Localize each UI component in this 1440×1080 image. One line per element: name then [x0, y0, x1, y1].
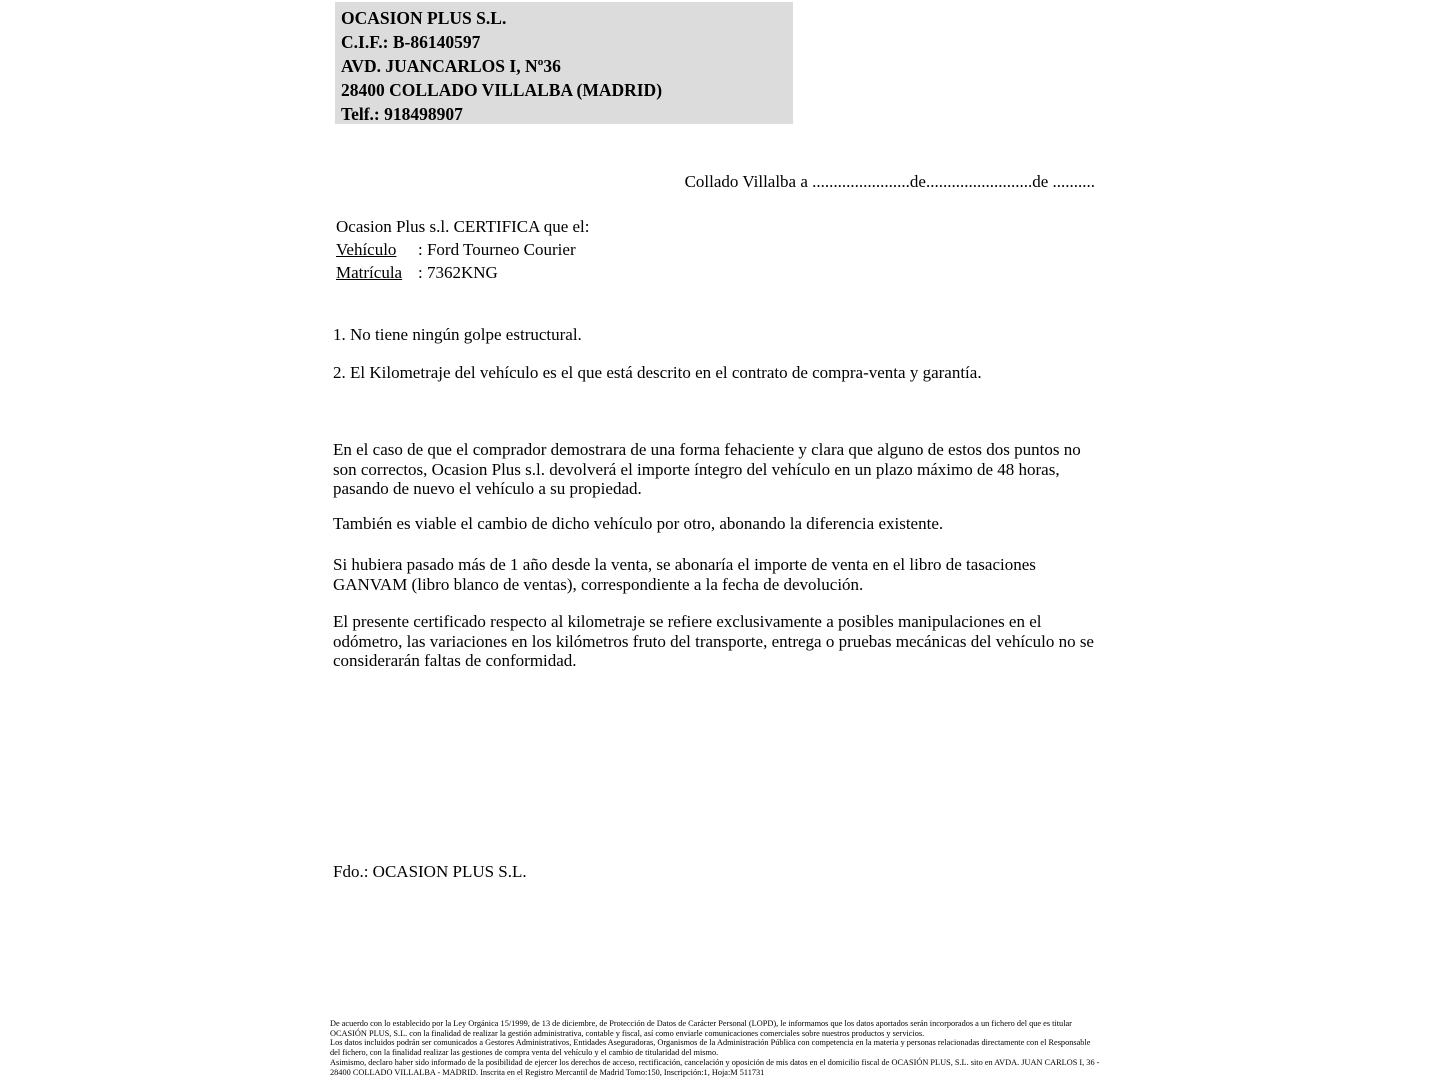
vehicle-label: Vehículo: [336, 240, 397, 259]
legal-paragraph-rights: Asimismo, declaro haber sido informado de la posibilidad de ejercer los derechos de acceso, rectificación, cancelación y oposición de mis datos en el domicilio fiscal de OCASIÓN PLUS, S.L. sito en AVDA. JUAN CARLOS I, 36 - 28400 COLLADO VILLALBA - MADRID. Inscrita en el Registro Mercantil de Madrid Tomo:150, Inscripción:1, Hoja:M 511731: [330, 1057, 1100, 1077]
legal-paragraph-data-sharing: Los datos incluidos podrán ser comunicados a Gestores Administrativos, Entidades Aseguradoras, Organismos de la Administración Pública con competencia en la materia y personas relacionadas directamente con el Responsable del fichero, con la finalidad realizar las gestiones de compra venta del vehículo y el cambio de titularidad del mismo.: [330, 1038, 1091, 1058]
company-name: OCASION PLUS S.L.: [341, 8, 507, 28]
date-line: Collado Villalba a .......................de.........................de ..........: [684, 172, 1095, 191]
certificate-block: [336, 215, 590, 284]
company-cif: C.I.F.: B-86140597: [341, 32, 481, 52]
plate-row: [336, 261, 590, 284]
company-phone: Telf.: 918498907: [341, 104, 463, 124]
vehicle-value: : Ford Tourneo Courier: [418, 240, 576, 259]
certificate-intro: Ocasion Plus s.l. CERTIFICA que el:: [336, 217, 590, 236]
legal-fine-print: [330, 1019, 1102, 1077]
condition-point-2: 2. El Kilometraje del vehículo es el que está descrito en el contrato de compra-venta y garantía.: [333, 363, 982, 382]
exchange-paragraph: También es viable el cambio de dicho vehículo por otro, abonando la diferencia existente.: [333, 514, 944, 533]
plate-label: Matrícula: [336, 263, 403, 282]
odometer-paragraph: El presente certificado respecto al kilometraje se refiere exclusivamente a posibles manipulaciones en el odómetro, las variaciones en los kilómetros fruto del transporte, entrega o pruebas mecánicas del vehículo no se considerarán faltas de conformidad.: [333, 612, 1094, 670]
ganvam-paragraph: Si hubiera pasado más de 1 año desde la venta, se abonaría el importe de venta en el libro de tasaciones GANVAM (libro blanco de ventas), correspondiente a la fecha de devolución.: [333, 555, 1036, 594]
company-address: AVD. JUANCARLOS I, Nº36: [341, 56, 561, 76]
refund-paragraph: En el caso de que el comprador demostrara de una forma fehaciente y clara que alguno de estos dos puntos no son correctos, Ocasion Plus s.l. devolverá el importe íntegro del vehículo en un plazo máximo de 48 horas, pasando de nuevo el vehículo a su propiedad.: [333, 440, 1081, 498]
vehicle-row: [336, 238, 590, 261]
plate-value: : 7362KNG: [418, 263, 498, 282]
condition-point-1: 1. No tiene ningún golpe estructural.: [333, 325, 582, 344]
legal-paragraph-lopd: De acuerdo con lo establecido por la Ley Orgánica 15/1999, de 13 de diciembre, de Protección de Datos de Carácter Personal (LOPD), le informamos que los datos aportados serán incorporados a un fichero del que es titular OCASIÓN PLUS, S.L. con la finalidad de realizar la gestión administrativa, contable y fiscal, así como enviarle comunicaciones comerciales sobre nuestros productos y servicios.: [330, 1019, 1072, 1038]
company-header-block: [335, 2, 793, 124]
signature-line: Fdo.: OCASION PLUS S.L.: [333, 862, 527, 881]
company-city: 28400 COLLADO VILLALBA (MADRID): [341, 80, 663, 100]
